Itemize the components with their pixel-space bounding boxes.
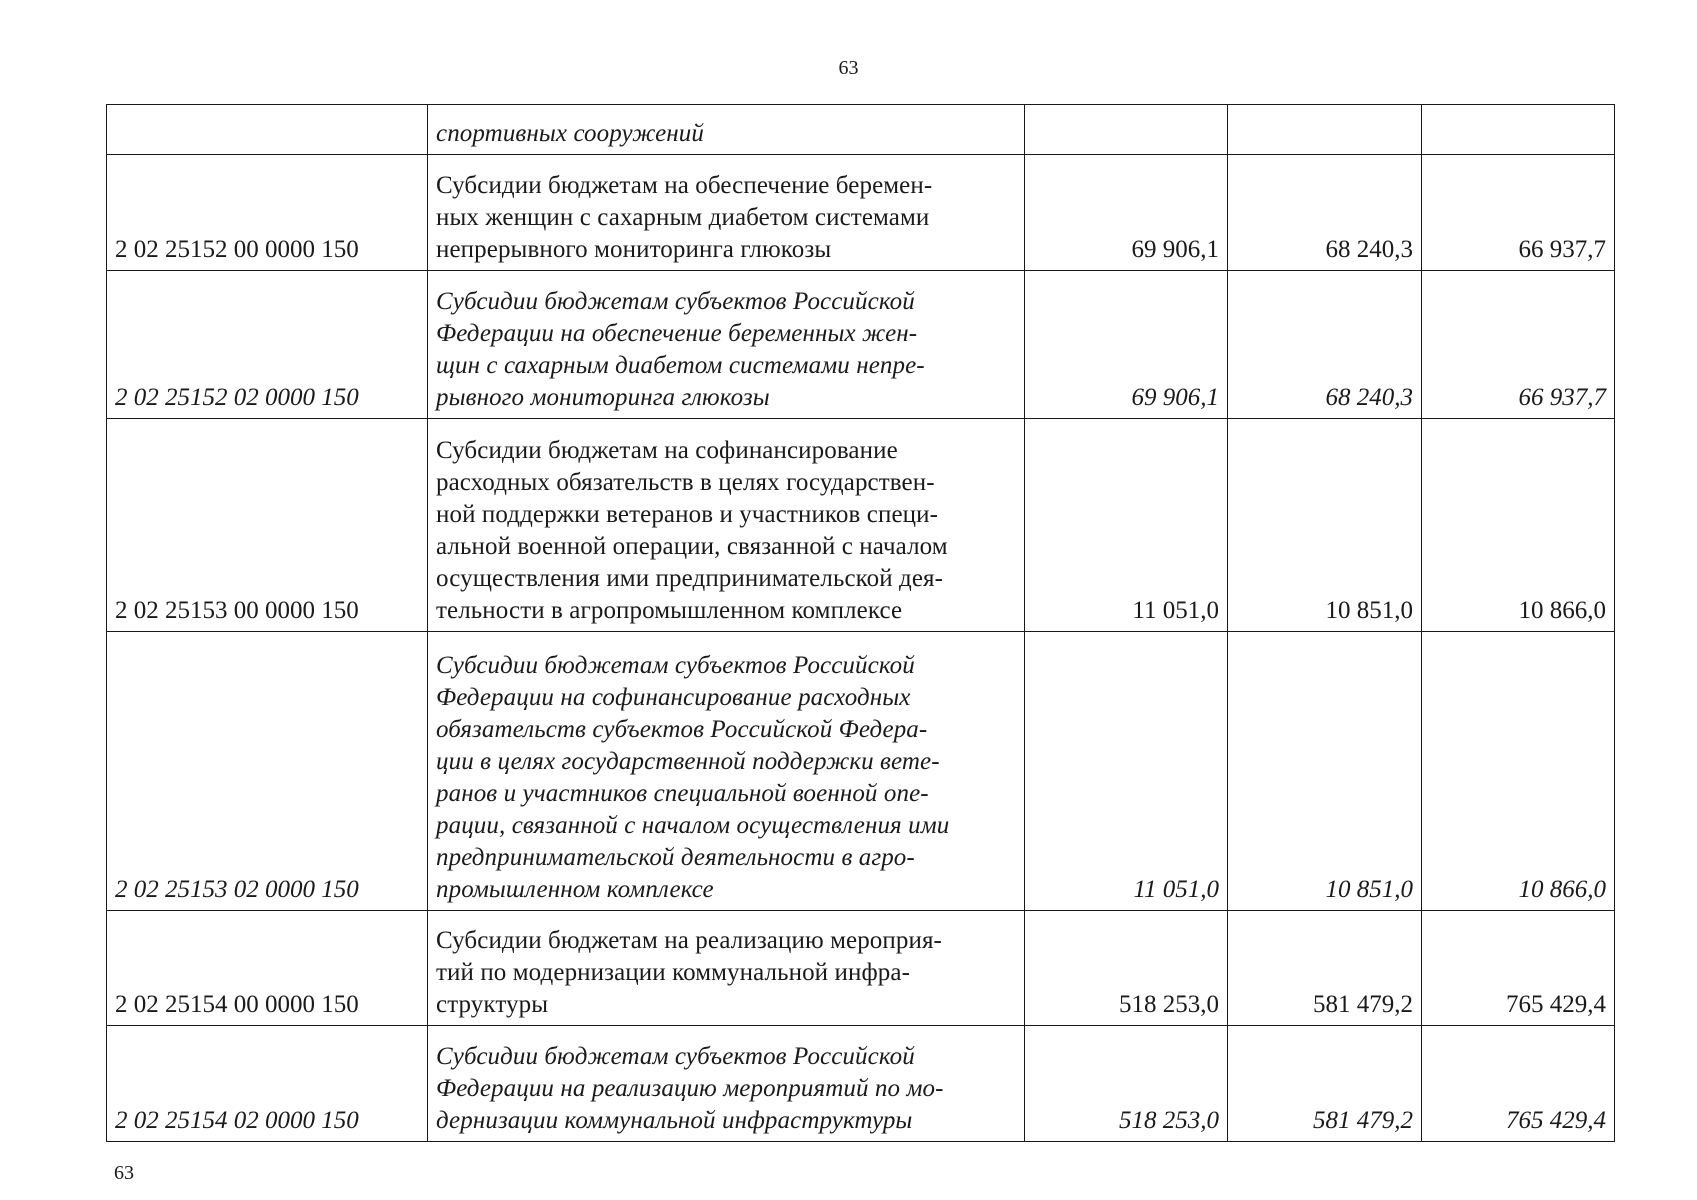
description-line: Федерации на реализацию мероприятий по мо- <box>436 1075 944 1102</box>
table-row <box>107 911 1615 1026</box>
description-line: ции в целях государственной поддержки вете- <box>436 748 940 775</box>
description-line: рывного мониторинга глюкозы <box>436 384 770 411</box>
amount-cell-2: 10 851,0 <box>1228 632 1422 911</box>
amount-cell-1: 518 253,0 <box>1025 911 1228 1026</box>
description-cell <box>428 271 1025 419</box>
amount-cell-3: 66 937,7 <box>1422 155 1615 271</box>
description-cell <box>428 632 1025 911</box>
amount-cell-1: 69 906,1 <box>1025 271 1228 419</box>
page-number-top: 63 <box>838 57 859 79</box>
amount-cell-2 <box>1228 105 1422 155</box>
amount-cell-2: 10 851,0 <box>1228 419 1422 632</box>
amount-cell-2: 68 240,3 <box>1228 155 1422 271</box>
description-line: альной военной операции, связанной с началом <box>436 533 948 560</box>
description-cell <box>428 1026 1025 1142</box>
amount-cell-3: 10 866,0 <box>1422 632 1615 911</box>
description-line: Субсидии бюджетам субъектов Российской <box>436 288 915 315</box>
description-line: щин с сахарным диабетом системами непре- <box>436 352 925 379</box>
description-line: Субсидии бюджетам на софинансирование <box>436 437 898 464</box>
amount-cell-2: 581 479,2 <box>1228 1026 1422 1142</box>
description-line: непрерывного мониторинга глюкозы <box>436 236 832 263</box>
revenue-code-cell: 2 02 25153 00 0000 150 <box>107 419 428 632</box>
table-row <box>107 155 1615 271</box>
amount-cell-2: 581 479,2 <box>1228 911 1422 1026</box>
description-line: Федерации на софинансирование расходных <box>436 684 911 711</box>
table-row <box>107 271 1615 419</box>
page-number-bottom: 63 <box>114 1162 134 1184</box>
revenue-code-cell: 2 02 25154 02 0000 150 <box>107 1026 428 1142</box>
description-cell <box>428 105 1025 155</box>
revenue-code-cell <box>107 105 428 155</box>
description-line: осуществления ими предпринимательской дея- <box>436 565 944 592</box>
description-line: предпринимательской деятельности в агро- <box>436 844 915 871</box>
description-line: Федерации на обеспечение беременных жен- <box>436 320 918 347</box>
table-row <box>107 419 1615 632</box>
amount-cell-1: 69 906,1 <box>1025 155 1228 271</box>
description-cell <box>428 419 1025 632</box>
amount-cell-1: 518 253,0 <box>1025 1026 1228 1142</box>
revenue-code-cell: 2 02 25152 02 0000 150 <box>107 271 428 419</box>
description-line: рации, связанной с началом осуществления ими <box>436 812 950 839</box>
table-row <box>107 105 1615 155</box>
description-line: обязательств субъектов Российской Федера- <box>436 716 928 743</box>
description-line: ных женщин с сахарным диабетом системами <box>436 204 930 231</box>
table-row <box>107 1026 1615 1142</box>
description-line: Субсидии бюджетам субъектов Российской <box>436 652 915 679</box>
description-line: ной поддержки ветеранов и участников специ- <box>436 501 939 528</box>
amount-cell-1 <box>1025 105 1228 155</box>
description-line: спортивных сооружений <box>436 120 704 147</box>
amount-cell-2: 68 240,3 <box>1228 271 1422 419</box>
table-row <box>107 632 1615 911</box>
description-line: промышленном комплексе <box>436 876 714 903</box>
amount-cell-3: 765 429,4 <box>1422 911 1615 1026</box>
description-cell <box>428 911 1025 1026</box>
description-line: Субсидии бюджетам на реализацию мероприя- <box>436 927 942 954</box>
amount-cell-3: 765 429,4 <box>1422 1026 1615 1142</box>
amount-cell-1: 11 051,0 <box>1025 419 1228 632</box>
revenue-code-cell: 2 02 25152 00 0000 150 <box>107 155 428 271</box>
budget-table <box>106 104 1615 1142</box>
amount-cell-3: 66 937,7 <box>1422 271 1615 419</box>
description-line: дернизации коммунальной инфраструктуры <box>436 1107 913 1134</box>
amount-cell-3: 10 866,0 <box>1422 419 1615 632</box>
description-line: тельности в агропромышленном комплексе <box>436 597 903 624</box>
description-line: Субсидии бюджетам субъектов Российской <box>436 1043 915 1070</box>
budget-table-body <box>107 105 1615 1142</box>
revenue-code-cell: 2 02 25154 00 0000 150 <box>107 911 428 1026</box>
amount-cell-1: 11 051,0 <box>1025 632 1228 911</box>
description-line: структуры <box>436 991 549 1018</box>
description-line: тий по модернизации коммунальной инфра- <box>436 959 910 986</box>
amount-cell-3 <box>1422 105 1615 155</box>
description-cell <box>428 155 1025 271</box>
revenue-code-cell: 2 02 25153 02 0000 150 <box>107 632 428 911</box>
description-line: Субсидии бюджетам на обеспечение беремен- <box>436 172 933 199</box>
description-line: расходных обязательств в целях государствен- <box>436 469 935 496</box>
description-line: ранов и участников специальной военной опе- <box>436 780 929 807</box>
